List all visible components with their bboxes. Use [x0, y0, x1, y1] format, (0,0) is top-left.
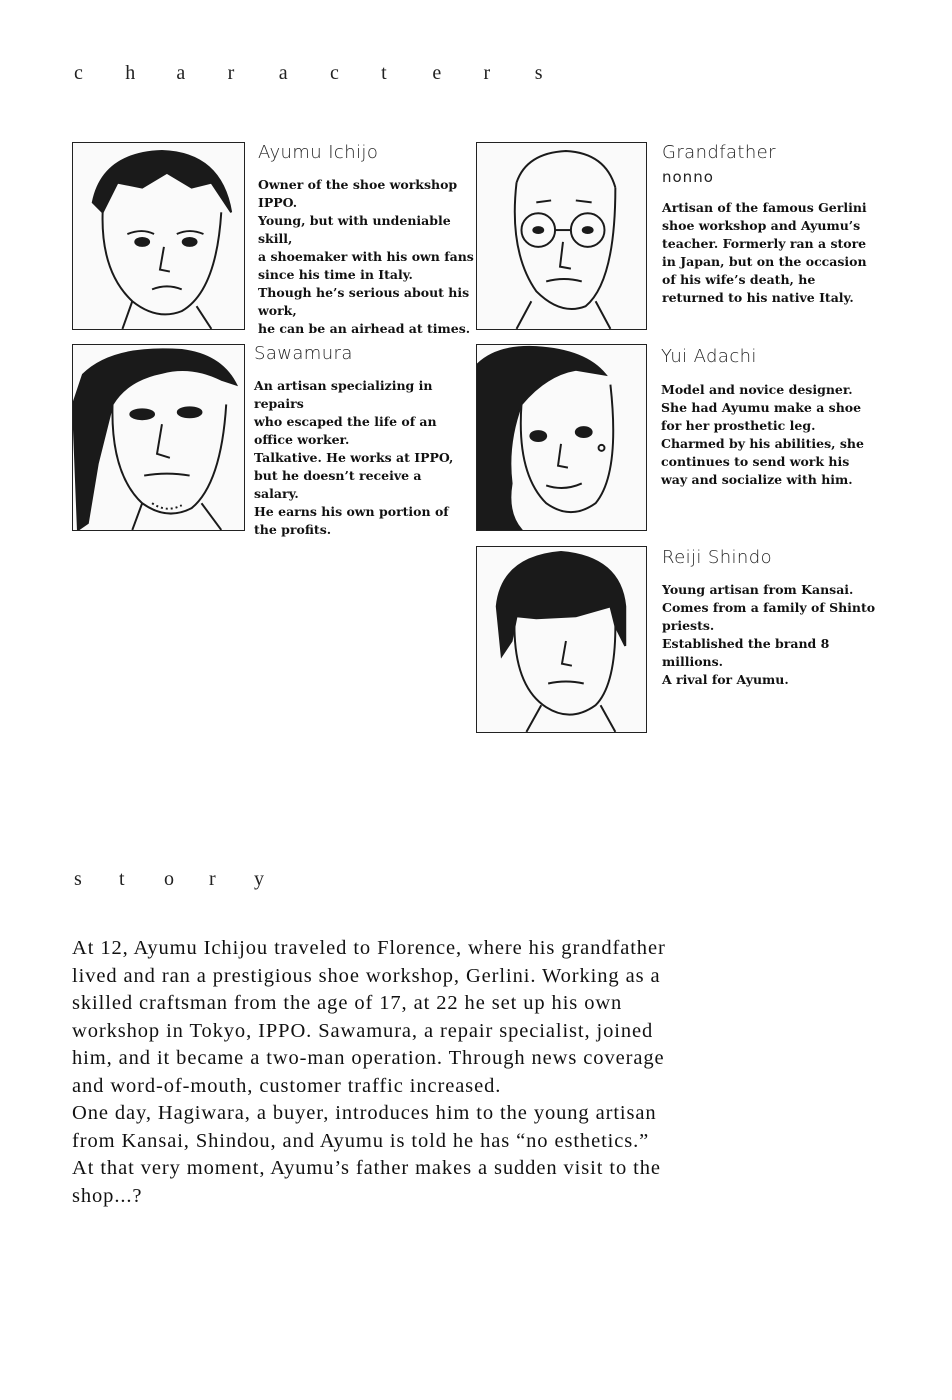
description-line: Young, but with undeniable: [258, 213, 451, 228]
description-line: IPPO.: [258, 195, 298, 210]
description-line: Owner of the shoe workshop: [258, 177, 458, 192]
heading-letter: e: [432, 62, 442, 84]
heading-letter: r: [227, 62, 235, 84]
heading-letter: a: [176, 62, 186, 84]
heading-letter: a: [278, 62, 288, 84]
description-line: shoe workshop and Ayumu’s: [662, 218, 861, 233]
heading-letter: s: [534, 62, 543, 84]
description-line: a shoemaker with his own fans: [258, 249, 474, 264]
ayumu-portrait: [72, 142, 245, 330]
description-line: he can be an airhead at times.: [258, 321, 471, 336]
description-line: skill,: [258, 231, 293, 246]
description-line: who escaped the life of an: [254, 414, 437, 429]
character-alias: nonno: [662, 168, 714, 186]
description-line: Talkative. He works at IPPO,: [254, 450, 454, 465]
description-line: continues to send work his: [661, 454, 850, 469]
description-line: since his time in Italy.: [258, 267, 413, 282]
description-line: Young artisan from Kansai.: [662, 582, 854, 597]
character-description: [254, 377, 453, 539]
story-line: him, and it became a two-man operation. Through news coverage: [72, 1047, 665, 1069]
description-line: A rival for Ayumu.: [662, 672, 789, 687]
description-line: the profits.: [254, 522, 332, 537]
character-name: Reiji Shindo: [662, 547, 772, 568]
description-line: returned to his native Italy.: [662, 290, 854, 305]
yui-adachi-portrait: [476, 344, 647, 531]
story-line: from Kansai, Shindou, and Ayumu is told he has “no esthetics.”: [72, 1129, 650, 1152]
description-line: way and socialize with him.: [661, 472, 853, 487]
description-line: repairs: [254, 396, 304, 411]
heading-letter: y: [254, 868, 264, 890]
description-line: He earns his own portion of: [254, 504, 449, 519]
story-line: workshop in Tokyo, IPPO. Sawamura, a repair specialist, joined: [72, 1019, 654, 1042]
story-heading: [74, 868, 299, 891]
heading-letter: r: [483, 62, 491, 84]
description-line: She had Ayumu make a shoe: [661, 400, 862, 415]
grandfather-portrait: [476, 142, 647, 330]
description-line: but he doesn’t receive a: [254, 468, 422, 483]
story-line: One day, Hagiwara, a buyer, introduces him to the young artisan: [72, 1102, 657, 1124]
character-description: [258, 176, 474, 338]
description-line: millions.: [662, 654, 724, 669]
story-text: [72, 935, 812, 1210]
story-line: At that very moment, Ayumu’s father makes a sudden visit to the: [72, 1157, 661, 1179]
description-line: of his wife’s death, he: [662, 272, 816, 287]
story-line: skilled craftsman from the age of 17, at 22 he set up his own: [72, 992, 623, 1014]
description-line: Charmed by his abilities, she: [661, 436, 864, 451]
character-description: [661, 381, 864, 489]
character-description: [662, 581, 875, 689]
description-line: priests.: [662, 618, 715, 633]
description-line: An artisan specializing in: [254, 378, 433, 393]
heading-letter: o: [164, 868, 174, 890]
description-line: Model and novice designer.: [661, 382, 853, 397]
description-line: Established the brand 8: [662, 636, 830, 651]
description-line: Artisan of the famous Gerlini: [662, 200, 867, 215]
heading-letter: c: [329, 62, 339, 84]
reiji-shindo-portrait: [476, 546, 647, 733]
description-line: Though he’s serious about his: [258, 285, 470, 300]
description-line: for her prosthetic leg.: [661, 418, 816, 433]
heading-letter: c: [74, 62, 83, 84]
character-name: Sawamura: [254, 343, 353, 364]
heading-letter: t: [381, 62, 387, 84]
sawamura-portrait: [72, 344, 245, 531]
character-name: Yui Adachi: [661, 346, 757, 367]
heading-letter: s: [74, 868, 82, 890]
story-line: and word-of-mouth, customer traffic increased.: [72, 1074, 502, 1097]
heading-letter: t: [119, 868, 125, 890]
character-name: Ayumu Ichijo: [258, 142, 379, 163]
story-line: lived and ran a prestigious shoe workshop, Gerlini. Working as a: [72, 964, 661, 987]
character-description: [662, 199, 867, 307]
characters-heading: [74, 62, 586, 85]
description-line: work,: [258, 303, 297, 318]
description-line: teacher. Formerly ran a store: [662, 236, 867, 251]
description-line: in Japan, but on the occasion: [662, 254, 867, 269]
story-line: At 12, Ayumu Ichijou traveled to Florence, where his grandfather: [72, 937, 666, 959]
story-line: shop...?: [72, 1184, 143, 1207]
description-line: office worker.: [254, 432, 350, 447]
character-name: Grandfather: [662, 142, 776, 163]
description-line: Comes from a family of Shinto: [662, 600, 876, 615]
description-line: salary.: [254, 486, 299, 501]
heading-letter: r: [209, 868, 216, 890]
heading-letter: h: [125, 62, 136, 84]
